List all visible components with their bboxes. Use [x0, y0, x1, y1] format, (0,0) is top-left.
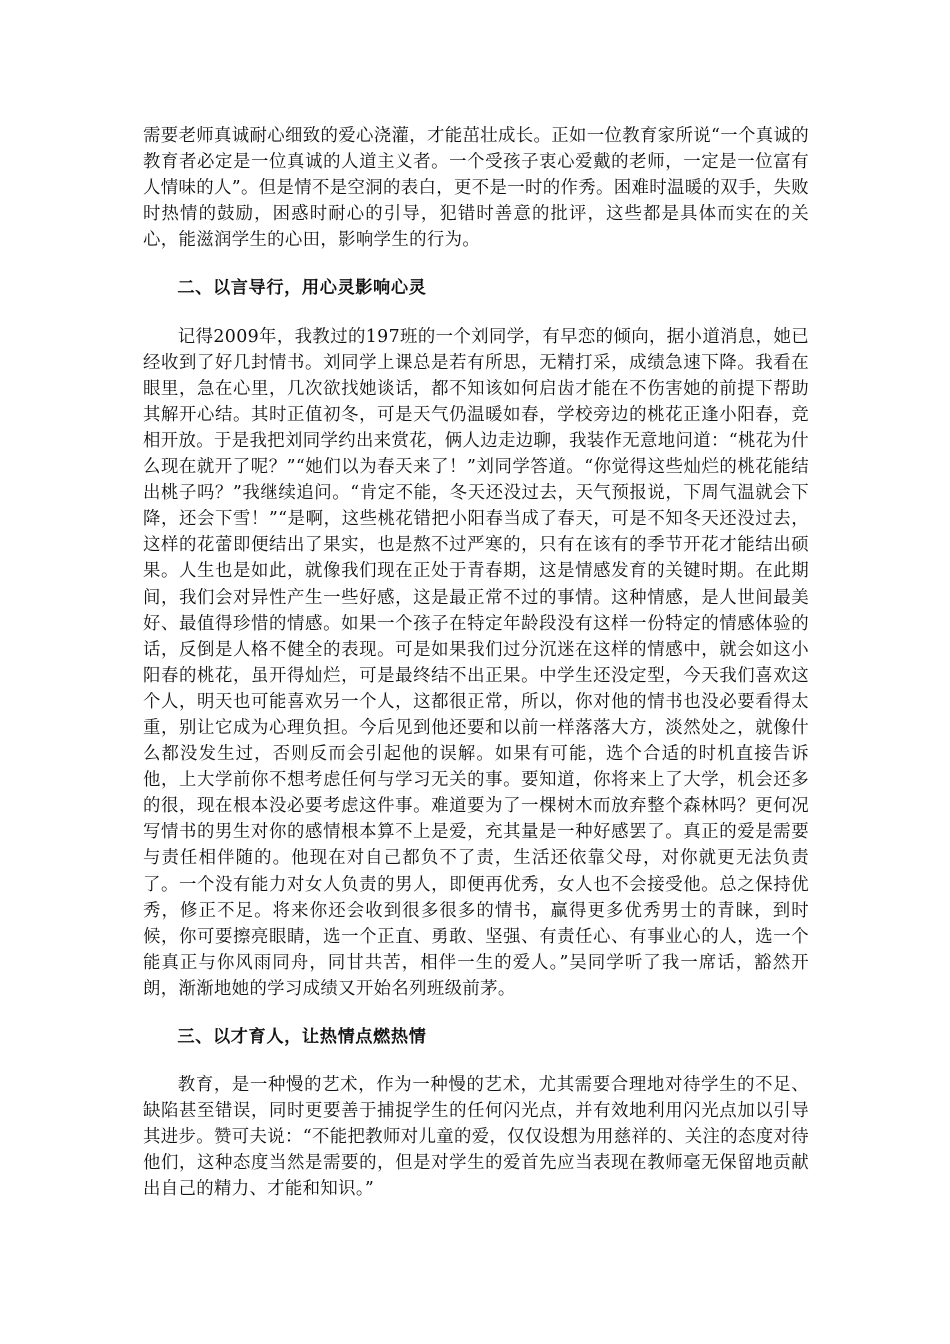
section-heading-3: 三、以才育人，让热情点燃热情: [177, 1027, 427, 1047]
paragraph-continuation: 需要老师真诚耐心细致的爱心浇灌，才能茁壮成长。正如一位教育家所说“一个真诚的教育者必定是一位真诚的人道主义者。一个受孩子衷心爱戴的老师，一定是一位富有人情味的人”。但是情不是空洞的表白，更不是一时的作秀。困难时温暖的双手，失败时热情的鼓励，困惑时耐心的引导，犯错时善意的批评，这些都是具体而实在的关心，能滋润学生的心田，影响学生的行为。: [143, 126, 809, 251]
paragraph-story: 记得2009年，我教过的197班的一个刘同学，有早恋的倾向，据小道消息，她已经收到了好几封情书。刘同学上课总是若有所思，无精打采，成绩急速下降。我看在眼里，急在心里，几次欲找她谈话，都不知该如何启齿才能在不伤害她的前提下帮助其解开心结。其时正值初冬，可是天气仍温暖如春，学校旁边的桃花正逢小阳春，竞相开放。于是我把刘同学约出来赏花，俩人边走边聊，我装作无意地问道：“桃花为什么现在就开了呢？”“她们以为春天来了！”刘同学答道。“你觉得这些灿烂的桃花能结出桃子吗？”我继续追问。“肯定不能，冬天还没过去，天气预报说，下周气温就会下降，还会下雪！”“是啊，这些桃花错把小阳春当成了春天，可是不知冬天还没过去，这样的花蕾即便结出了果实，也是熬不过严寒的，只有在该有的季节开花才能结出硕果。人生也是如此，就像我们现在正处于青春期，这是情感发育的关键时期。在此期间，我们会对异性产生一些好感，这是最正常不过的事情。这种情感，是人世间最美好、最值得珍惜的情感。如果一个孩子在特定年龄段没有这样一份特定的情感体验的话，反倒是人格不健全的表现。可是如果我们过分沉迷在这样的情感中，就会如这小阳春的桃花，虽开得灿烂，可是最终结不出正果。中学生还没定型，今天我们喜欢这个人，明天也可能喜欢另一个人，这都很正常，所以，你对他的情书也没必要看得太重，别让它成为心理负担。今后见到他还要和以前一样落落大方，淡然处之，就像什么都没发生过，否则反而会引起他的误解。如果有可能，选个合适的时机直接告诉他，上大学前你不想考虑任何与学习无关的事。要知道，你将来上了大学，机会还多的很，现在根本没必要考虑这件事。难道要为了一棵树木而放弃整个森林吗？更何况写情书的男生对你的感情根本算不上是爱，充其量是一种好感罢了。真正的爱是需要与责任相伴随的。他现在对自己都负不了责，生活还依靠父母，对你就更无法负责了。一个没有能力对女人负责的男人，即便再优秀，女人也不会接受他。总之保持优秀，修正不足。将来你还会收到很多很多的情书，赢得更多优秀男士的青睐，到时候，你可要擦亮眼睛，选一个正直、勇敢、坚强、有责任心、有事业心的人，选一个能真正与你风雨同舟，同甘共苦，相伴一生的爱人。”吴同学听了我一席话，豁然开朗，渐渐地她的学习成绩又开始名列班级前茅。: [143, 326, 809, 999]
paragraph-education: 教育，是一种慢的艺术，作为一种慢的艺术，尤其需要合理地对待学生的不足、缺陷甚至错误，同时更要善于捕捉学生的任何闪光点，并有效地利用闪光点加以引导其进步。赞可夫说：“不能把教师对儿童的爱，仅仅设想为用慈祥的、关注的态度对待他们，这种态度当然是需要的，但是对学生的爱首先应当表现在教师毫无保留地贡献出自己的精力、才能和知识。”: [143, 1075, 809, 1200]
document-page: [143, 123, 809, 1203]
section-heading-2: 二、以言导行，用心灵影响心灵: [177, 278, 427, 299]
